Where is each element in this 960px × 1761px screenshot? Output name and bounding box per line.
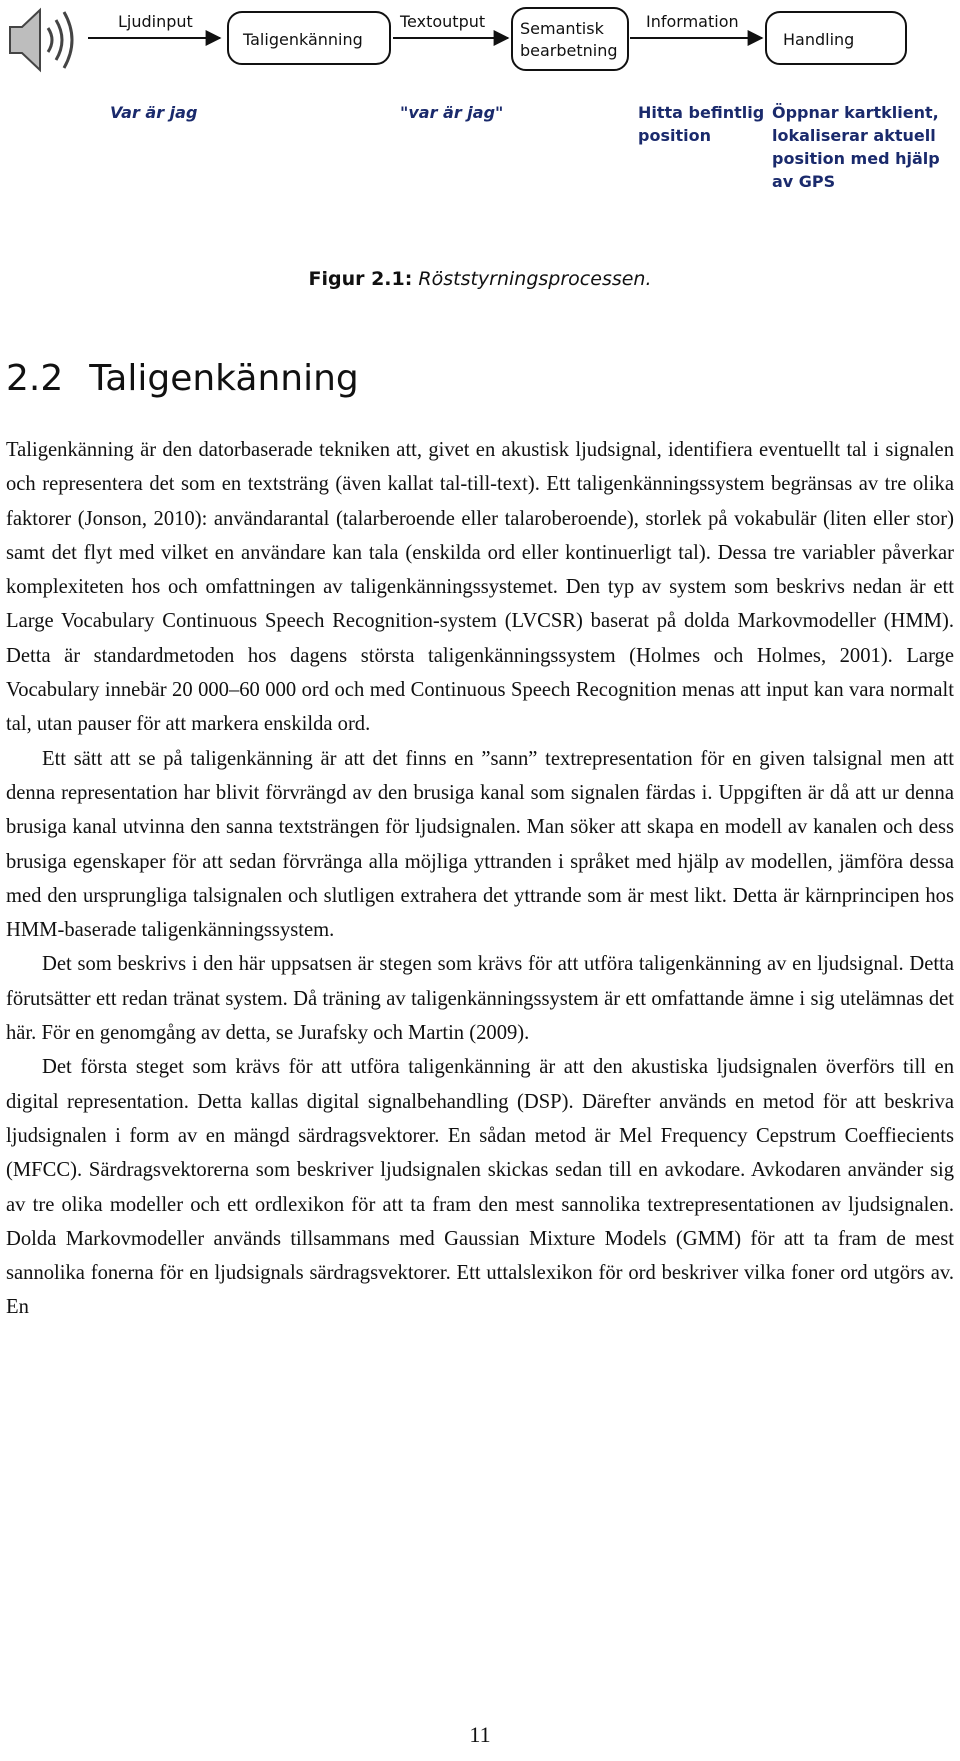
body-text [6,433,954,1325]
box-semantisk-bearbetning [512,8,628,70]
note-handling-line1: Öppnar kartklient, [772,103,939,122]
box-handling-label: Handling [783,30,855,49]
page-number: 11 [469,1722,491,1747]
section-number: 2.2 [6,358,64,399]
note-hitta-line1: Hitta befintlig [638,103,765,122]
figure-caption [0,268,960,290]
note-handling-line3: position med hjälp [772,149,940,168]
section-title: Taligenkänning [89,358,359,399]
paragraph-1: Taligenkänning är den datorbaserade tekniken att, givet en akustisk ljudsignal, identifiera eventuellt tal i signalen och representera det som en textsträng (även kallat tal-till-text). Ett taligenkänningssystem begränsas av tre olika faktorer (Jonson, 2010): användarantal (talarberoende eller talaroberoende), storlek på vokabulär (liten eller stor) samt det flyt med vilket en användare kan tala (enskilda ord eller kontinuerligt tal). Dessa tre variabler påverkar komplexiteten hos och omfattningen av taligenkänningssystemet. Den typ av system som beskrivs nedan är ett Large Vocabulary Continuous Speech Recognition-system (LVCSR) baserat på dolda Markovmodeller (HMM). Detta är standardmetoden hos dagens största taligenkänningssystem (Holmes och Holmes, 2001). Large Vocabulary innebär 20 000–60 000 ord och med Continuous Speech Recognition menas att input kan vara normalt tal, utan pauser för att markera enskilda ord. [6,439,954,736]
box-semantisk-line2: bearbetning [520,41,618,60]
speaker-icon [10,10,72,70]
paragraph-3: Det som beskrivs i den här uppsatsen är stegen som krävs för att utföra taligenkänning av en ljudsignal. Detta förutsätter ett redan tränat system. Då träning av taligenkänningssystem är ett omfattande ämne i sig utelämnas det här. För en genomgång av detta, se Jurafsky och Martin (2009). [6,953,954,1045]
box-semantisk-line1: Semantisk [520,19,604,38]
paragraph-4: Det första steget som krävs för att utföra taligenkänning är att den akustiska ljudsignalen överförs till en digital representation. Detta kallas digital signalbehandling (DSP). Därefter används en metod för att beskriva ljudsignalen i form av en mängd särdragsvektorer. En sådan metod är Mel Frequency Cepstrum Coeffiecients (MFCC). Särdragsvektorerna som beskriver ljudsignalen skickas sedan till en avkodare. Avkodaren använder sig av tre olika modeller och ett ordlexikon för att ta fram den mest sannolika textrepresentationen av ljudsignalen. Dolda Markovmodeller används tillsammans med Gaussian Mixture Models (GMM) för att ta fram de mest sannolika fonerna för en ljudsignals särdragsvektorer. Ett uttalslexikon för ord beskriver vilka foner ord utgörs av. En [6,1056,954,1319]
figure-caption-number: Figur 2.1: [308,268,413,290]
figure-caption-text: Röststyrningsprocessen. [418,268,652,290]
box-taligenkanning [228,12,390,64]
voice-control-diagram [0,0,960,215]
paragraph-2: Ett sätt att se på taligenkänning är att det finns en ”sann” textrepresentation för en given talsignal men att denna representation har blivit förvrängd av den brusiga kanal som signalen färdas i. Uppgiften är då att ur denna brusiga kanal utvinna den sanna textsträngen för ljudsignalen. Man söker att skapa en modell av kanalen och dess brusiga egenskaper för att sedan förvränga alla möjliga yttranden i språket med hjälp av modellen, jämföra dessa med den ursprungliga talsignalen och slutligen extrahera det yttrande som är mest likt. Detta är kärnprincipen hos HMM-baserade taligenkänningssystem. [6,747,954,942]
label-textoutput: Textoutput [400,12,486,31]
box-handling [766,12,906,64]
note-var-ar-jag: Var är jag [110,103,198,122]
label-information: Information [646,12,739,31]
box-taligenkanning-label: Taligenkänning [243,30,363,49]
note-handling-line2: lokaliserar aktuell [772,126,936,145]
section-heading [6,358,359,399]
note-var-ar-jag-text: "var är jag" [400,103,504,122]
note-hitta-line2: position [638,126,711,145]
note-handling-line4: av GPS [772,172,836,191]
label-ljudinput: Ljudinput [118,12,193,31]
